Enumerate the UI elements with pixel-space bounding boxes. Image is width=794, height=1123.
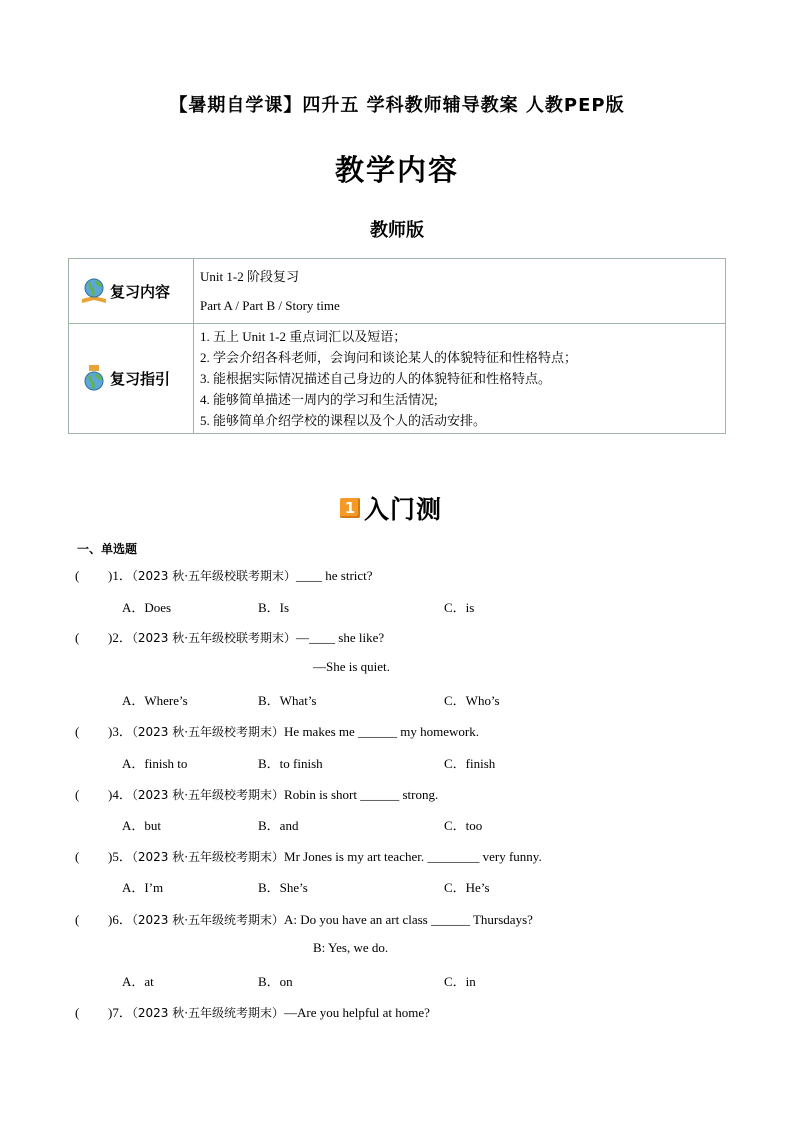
globe-book-icon [80, 363, 108, 395]
answer-blank-close: ) [108, 630, 113, 645]
question-type-heading: 一、单选题 [77, 542, 138, 556]
question-stem: —____ she like? [296, 630, 385, 645]
question-stem: —Are you helpful at home? [284, 1005, 430, 1020]
option-b: B．What’s [258, 693, 317, 708]
guide-item: 1. 五上 Unit 1-2 重点词汇以及短语； [200, 329, 407, 344]
question-stem: Mr Jones is my art teacher. ________ very funny. [284, 849, 542, 864]
answer-blank-close: ) [108, 724, 113, 739]
answer-blank-open: ( [75, 568, 80, 583]
question-source: （2023 秋·五年级校联考期末） [131, 631, 297, 645]
answer-blank-close: ) [108, 912, 113, 927]
question-stem: Robin is short ______ strong. [284, 787, 439, 802]
question-stem: A: Do you have an art class ______ Thursdays? [284, 912, 533, 927]
answer-blank-close: ) [108, 1005, 113, 1020]
guide-item: 2. 学会介绍各科老师，会询问和谈论某人的体貌特征和性格特点； [200, 350, 578, 365]
question-2 [75, 627, 384, 646]
question-source: （2023 秋·五年级校考期末） [131, 850, 285, 864]
review-content-row [69, 259, 726, 324]
answer-blank-close: ) [108, 787, 113, 802]
question-5 [75, 846, 542, 865]
option-b: B．to finish [258, 756, 323, 771]
question-3 [75, 721, 479, 740]
option-a: A．Does [122, 600, 172, 615]
question-1 [75, 565, 373, 584]
question-source: （2023 秋·五年级统考期末） [131, 1006, 285, 1020]
review-guide-cell [194, 324, 726, 434]
globe-book-icon [80, 277, 108, 305]
guide-item: 3. 能根据实际情况描述自己身边的人的体貌特征和性格特点。 [200, 371, 552, 386]
option-a: A．Where’s [122, 693, 188, 708]
review-guide-label: 复习指引 [110, 370, 171, 388]
question-number: 7． [112, 1005, 132, 1020]
option-c: C．in [444, 974, 476, 989]
question-number: 5． [112, 849, 132, 864]
option-b: B．on [258, 974, 293, 989]
answer-blank-close: ) [108, 568, 113, 583]
answer-blank-open: ( [75, 912, 80, 927]
option-b: B．Is [258, 600, 290, 615]
review-content-line: Unit 1-2 阶段复习 [200, 269, 299, 284]
main-title: 教学内容 [334, 153, 459, 187]
series-title: 【暑期自学课】四升五 学科教师辅导教案 人教PEP版 [169, 95, 625, 116]
question-number: 4． [112, 787, 132, 802]
guide-item: 5. 能够简单介绍学校的课程以及个人的活动安排。 [200, 413, 487, 428]
question-6 [75, 909, 533, 928]
review-content-label: 复习内容 [110, 282, 171, 301]
question-source: （2023 秋·五年级统考期末） [131, 913, 285, 927]
guide-item: 4. 能够简单描述一周内的学习和生活情况; [200, 392, 438, 407]
answer-blank-open: ( [75, 849, 80, 864]
question-source: （2023 秋·五年级校考期末） [131, 725, 285, 739]
review-table [68, 258, 726, 434]
option-c: C．Who’s [444, 693, 500, 708]
edition-label: 教师版 [370, 220, 424, 241]
answer-blank-open: ( [75, 630, 80, 645]
option-a: A．but [122, 818, 162, 833]
answer-blank-open: ( [75, 787, 80, 802]
option-c: C．too [444, 818, 483, 833]
option-a: A．finish to [122, 756, 188, 771]
answer-blank-close: ) [108, 849, 113, 864]
review-guide-row [69, 324, 726, 434]
review-content-header [69, 259, 194, 324]
option-c: C．is [444, 600, 475, 615]
option-c: C．He’s [444, 880, 490, 895]
question-number: 2． [112, 630, 132, 645]
question-stem: ____ he strict? [296, 568, 373, 583]
review-guide-header [69, 324, 194, 434]
option-a: A．at [122, 974, 154, 989]
option-c: C．finish [444, 756, 496, 771]
answer-blank-open: ( [75, 724, 80, 739]
question-stem: He makes me ______ my homework. [284, 724, 479, 739]
question-number: 3． [112, 724, 132, 739]
question-second-line: —She is quiet. [313, 659, 390, 674]
section-title: 入门测 [364, 495, 443, 524]
question-number: 6． [112, 912, 132, 927]
question-number: 1． [112, 568, 132, 583]
question-second-line: B: Yes, we do. [313, 940, 389, 955]
option-b: B．She’s [258, 880, 308, 895]
question-source: （2023 秋·五年级校联考期末） [131, 569, 297, 583]
option-a: A．I’m [122, 880, 164, 895]
question-7 [75, 1002, 430, 1021]
section-number-badge: 1 [340, 498, 360, 518]
question-4 [75, 784, 438, 803]
section-heading [340, 490, 442, 526]
answer-blank-open: ( [75, 1005, 80, 1020]
option-b: B．and [258, 818, 299, 833]
question-source: （2023 秋·五年级校考期末） [131, 788, 285, 802]
review-content-cell [194, 259, 726, 324]
review-content-line: Part A / Part B / Story time [200, 298, 340, 313]
